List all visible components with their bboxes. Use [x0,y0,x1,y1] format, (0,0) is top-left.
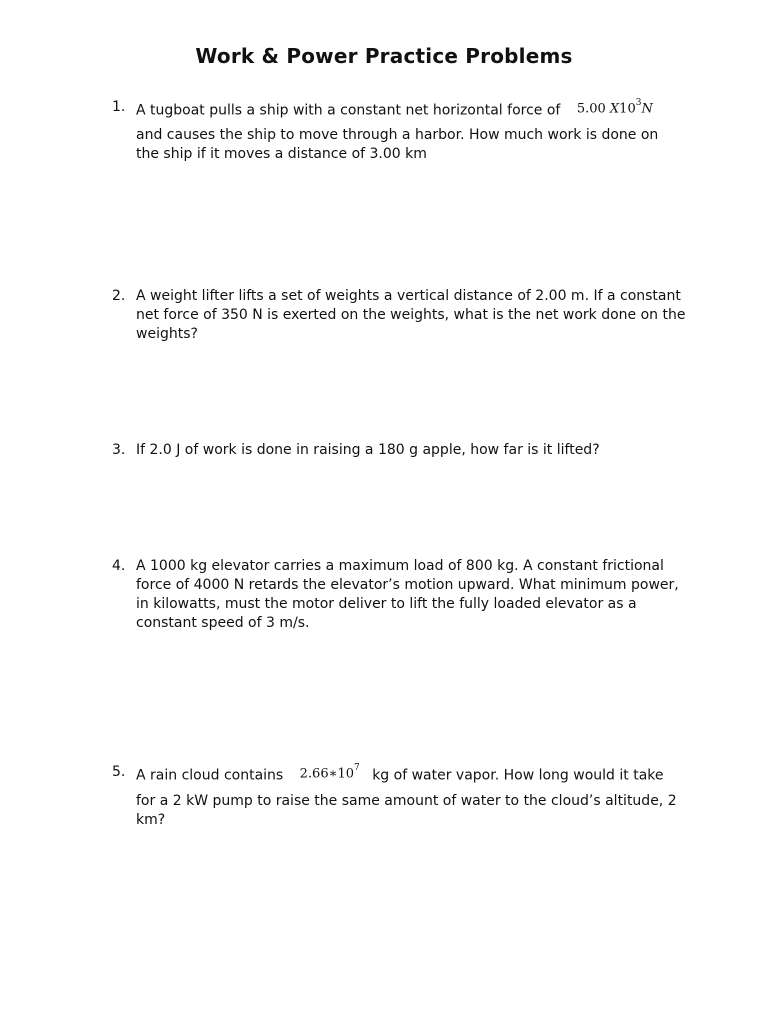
problem-line: and causes the ship to move through a harbor. How much work is done on [136,127,659,144]
problem-number: 3. [112,442,126,458]
problem-line: force of 4000 N retards the elevator’s motion upward. What minimum power, [136,577,679,593]
problem-number: 4. [112,558,126,574]
problem-line: net force of 350 N is exerted on the weights, what is the net work done on the [136,307,686,323]
problem-line: km? [136,812,166,829]
problem-line: A rain cloud contains $2.66∗10^7$ kg of water vapor. How long would it take [136,763,664,784]
math-expression: $2.66∗10^7$ [299,763,360,782]
problem-text [136,287,684,344]
page-title: Work & Power Practice Problems [195,44,573,68]
problem-line: A tugboat pulls a ship with a constant net horizontal force of 5.00 $X10^3N$ [136,98,653,119]
problem-text [136,557,684,633]
problem-line: weights? [136,326,198,342]
problem-number: 5. [112,764,126,780]
problem-text [136,98,684,164]
problem-line: A 1000 kg elevator carries a maximum load of 800 kg. A constant frictional [136,558,664,574]
problem-number: 1. [112,99,126,115]
problem-line: A weight lifter lifts a set of weights a vertical distance of 2.00 m. If a constant [136,288,681,304]
problem-number: 2. [112,288,126,304]
problem-line: for a 2 kW pump to raise the same amount of water to the cloud’s altitude, 2 [136,793,677,810]
problem-line: in kilowatts, must the motor deliver to lift the fully loaded elevator as a [136,596,637,612]
problem-line: If 2.0 J of work is done in raising a 180 g apple, how far is it lifted? [136,442,600,458]
math-expression: 5.00 $X10^3N$ [576,98,653,117]
problem-line: the ship if it moves a distance of 3.00 km [136,146,427,163]
problem-text [136,441,684,460]
problem-text [136,763,684,830]
problem-line: constant speed of 3 m/s. [136,615,310,631]
